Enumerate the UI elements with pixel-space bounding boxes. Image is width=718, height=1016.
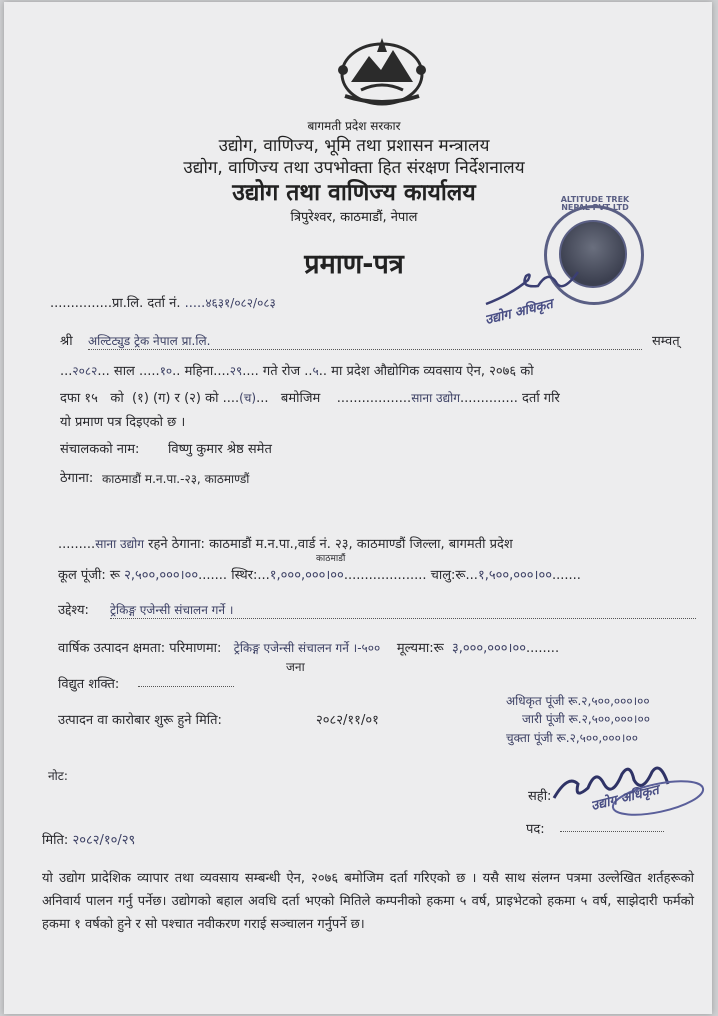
- power-value-blank: [138, 686, 234, 687]
- issue-date-line: मिति: २०८२/१०/२९: [42, 833, 136, 848]
- company-seal-text: ALTITUDE TREK NEPAL PVT LTD: [560, 195, 630, 212]
- company-name: अल्टिट्युड ट्रेक नेपाल प्रा.लि.: [88, 332, 642, 350]
- capacity-unit: जना: [286, 660, 305, 674]
- objective-label: उद्देश्य:: [58, 603, 89, 618]
- signature-label: सही:: [528, 789, 552, 804]
- signature-top-icon: [482, 264, 592, 308]
- industry-location-line: .........साना उद्योग रहने ठेगाना: काठमाडौं म.न.पा.,वार्ड नं. २३, काठमाण्डौं जिल्ला, बागमती प्रदेश: [58, 537, 513, 552]
- start-date-value: २०८२/११/०१: [316, 713, 379, 728]
- issued-statement: यो प्रमाण पत्र दिइएको छ ।: [60, 415, 186, 430]
- page-title: प्रमाण-पत्र: [304, 249, 404, 280]
- industry-location-sub: काठमाडौं: [316, 554, 346, 564]
- office-stamp-top: उद्योग अधिकृत: [483, 296, 555, 329]
- registration-label: प्रा.लि. दर्ता नं.: [112, 296, 181, 311]
- post-label: पद:: [526, 822, 545, 837]
- capital-line: कूल पूंजी: रू २,५००,०००।००....... स्थिर:...१,०००,०००।००.................... चालु:रू...१,५००,०००।००.......: [58, 568, 581, 583]
- terms-paragraph: यो उद्योग प्रादेशिक व्यापार तथा व्यवसाय सम्बन्धी ऐन, २०७६ बमोजिम दर्ता गरिएको छ । यसै साथ संलग्न पत्रमा उल्लेखित शर्तहरूको अनिवार्य पालन गर्नु पर्नेछ। उद्योगको बहाल अवधि दर्ता भएको मितिले कम्पनीको हकमा ५ वर्ष, प्राइभेटको हकमा ५ वर्ष, साझेदारी फर्मको हकमा १ वर्षको हुने र सो पश्चात नवीकरण गराई सञ्चालन गर्नुपर्ने छ।: [42, 871, 694, 932]
- date-line: ...२०८२... साल .....१०.. महिना....२९.... गते रोज ..५.. मा प्रदेश औद्योगिक व्यवसाय ऐन, २०७६ को: [60, 364, 534, 379]
- office-name: उद्योग तथा वाणिज्य कार्यालय: [232, 180, 476, 206]
- power-label: विद्युत शक्ति:: [58, 677, 120, 692]
- office-address: त्रिपुरेश्वर, काठमाडौं, नेपाल: [290, 210, 418, 225]
- address-value: काठमाडौं म.न.पा.-२३, काठमाण्डौं: [102, 472, 250, 486]
- address-label: ठेगाना:: [60, 471, 94, 486]
- shri-label: श्री: [60, 334, 73, 349]
- sambat-label: सम्वत्: [652, 334, 680, 349]
- director-label: संचालकको नाम:: [60, 442, 140, 457]
- note-label: नोट:: [48, 769, 68, 783]
- government-label: बागमती प्रदेश सरकार: [307, 119, 401, 133]
- registration-line: ...............प्रा.लि. दर्ता नं. .....४६३१/०८२/०८३: [50, 296, 276, 311]
- office-stamp-bottom: उद्योग अधिकृत: [589, 782, 661, 815]
- authorized-capital: अधिकृत पूंजी रू.२,५००,०००।००: [506, 694, 650, 708]
- ministry-name: उद्योग, वाणिज्य, भूमि तथा प्रशासन मन्त्रालय: [218, 136, 490, 156]
- start-date-label: उत्पादन वा कारोबार शुरू हुने मिति:: [58, 713, 222, 728]
- paid-capital: चुक्ता पूंजी रू.२,५००,०००।००: [506, 731, 638, 745]
- nepal-emblem-icon: [331, 30, 433, 112]
- clause-line: दफा १५ को (१) (ग) र (२) को ....(च)... बमोजिम ..................साना उद्योग.............. दर्ता गरि: [60, 391, 560, 406]
- director-name: विष्णु कुमार श्रेष्ठ समेत: [168, 442, 272, 457]
- registration-number: ४६३१/०८२/०८३: [205, 296, 276, 310]
- issued-capital: जारी पूंजी रू.२,५००,०००।००: [522, 712, 650, 726]
- certificate-page: [4, 2, 712, 1014]
- post-value-blank: [560, 831, 664, 832]
- capacity-line: वार्षिक उत्पादन क्षमता: परिमाणमा: ट्रेकिङ्ग एजेन्सी संचालन गर्ने ।-५०० मूल्यमा:रू ३,०००,०००।००........: [58, 641, 560, 656]
- directorate-name: उद्योग, वाणिज्य तथा उपभोक्ता हित संरक्षण निर्देशनालय: [183, 158, 525, 178]
- objective-value: ट्रेकिङ्ग एजेन्सी संचालन गर्ने ।: [110, 601, 696, 619]
